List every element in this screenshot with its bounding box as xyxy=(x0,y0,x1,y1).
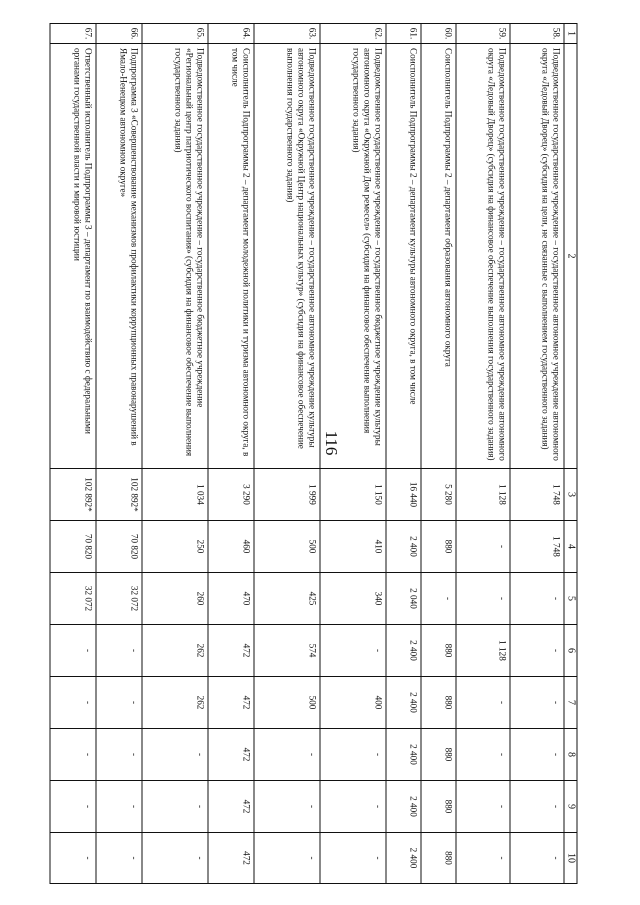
column-header: 10 xyxy=(564,833,577,884)
page-number: 116 xyxy=(322,430,341,456)
value-cell: - xyxy=(254,781,320,833)
column-number-row xyxy=(564,24,577,884)
rotated-table-container xyxy=(63,23,578,883)
value-cell: - xyxy=(50,729,96,781)
value-cell: - xyxy=(456,521,510,573)
value-cell: 2 400 xyxy=(386,833,421,884)
value-cell: 102 892* xyxy=(96,469,142,521)
row-description: Соисполнитель Подпрограммы 2 – департамент молодежной политики и туризма автономного округа, в том числе xyxy=(208,44,254,469)
value-cell: 470 xyxy=(208,573,254,625)
value-cell: - xyxy=(320,781,386,833)
value-cell: 472 xyxy=(208,781,254,833)
value-cell: - xyxy=(96,833,142,884)
value-cell: - xyxy=(50,625,96,677)
row-description: Подведомственное государственное учреждение – государственное автономное учреждение культуры автономного округа «Окружной Центр национальных культур» (субсидия на финансовое обеспечение выполнения государственного задания) xyxy=(254,44,320,469)
column-header: 3 xyxy=(564,469,577,521)
value-cell: - xyxy=(254,729,320,781)
value-cell: - xyxy=(456,833,510,884)
value-cell: - xyxy=(510,625,564,677)
value-cell: 500 xyxy=(254,521,320,573)
value-cell: 425 xyxy=(254,573,320,625)
value-cell: 1 034 xyxy=(142,469,208,521)
value-cell: 880 xyxy=(421,833,456,884)
value-cell: 472 xyxy=(208,677,254,729)
value-cell: 880 xyxy=(421,625,456,677)
value-cell: 460 xyxy=(208,521,254,573)
value-cell: 574 xyxy=(254,625,320,677)
row-number: 60. xyxy=(421,24,456,44)
table-row xyxy=(456,24,510,884)
value-cell: 880 xyxy=(421,521,456,573)
value-cell: 1 150 xyxy=(320,469,386,521)
value-cell: 880 xyxy=(421,677,456,729)
value-cell: - xyxy=(96,625,142,677)
table-row xyxy=(50,24,96,884)
value-cell: - xyxy=(456,729,510,781)
table-row xyxy=(254,24,320,884)
value-cell: - xyxy=(320,729,386,781)
value-cell: 3 290 xyxy=(208,469,254,521)
value-cell: - xyxy=(510,729,564,781)
value-cell: 472 xyxy=(208,625,254,677)
value-cell: - xyxy=(142,781,208,833)
value-cell: - xyxy=(456,573,510,625)
column-header: 5 xyxy=(564,573,577,625)
row-description: Подведомственное государственное учреждение – государственное бюджетное учреждение «Региональный центр патриотического воспитания» (субсидия на финансовое обеспечение выполнения государственного задания) xyxy=(142,44,208,469)
value-cell: - xyxy=(50,833,96,884)
value-cell: 2 400 xyxy=(386,625,421,677)
row-number: 61. xyxy=(386,24,421,44)
value-cell: 32 072 xyxy=(50,573,96,625)
value-cell: 262 xyxy=(142,625,208,677)
value-cell: 1 999 xyxy=(254,469,320,521)
value-cell: - xyxy=(456,781,510,833)
value-cell: 262 xyxy=(142,677,208,729)
column-header: 2 xyxy=(564,44,577,469)
value-cell: 880 xyxy=(421,729,456,781)
value-cell: 1 748 xyxy=(510,469,564,521)
value-cell: - xyxy=(96,677,142,729)
value-cell: - xyxy=(142,833,208,884)
value-cell: - xyxy=(50,781,96,833)
value-cell: - xyxy=(50,677,96,729)
value-cell: 500 xyxy=(254,677,320,729)
value-cell: 16 440 xyxy=(386,469,421,521)
value-cell: 2 400 xyxy=(386,677,421,729)
table-row xyxy=(510,24,564,884)
row-number: 64. xyxy=(208,24,254,44)
value-cell: 260 xyxy=(142,573,208,625)
value-cell: 400 xyxy=(320,677,386,729)
value-cell: 1 748 xyxy=(510,521,564,573)
value-cell: 880 xyxy=(421,781,456,833)
value-cell: 340 xyxy=(320,573,386,625)
row-description: Подведомственное государственное учреждение – государственное бюджетное учреждение культуры автономного округа «Окружной Дом ремесел» (субсидия на финансовое обеспечение выполнения государственного задания) xyxy=(320,44,386,469)
value-cell: 1 128 xyxy=(456,469,510,521)
row-description: Подведомственное государственное учреждение – государственное автономное учреждение автономного округа «Ледовый Дворец» (субсидия на цели, не связанные с выполнением государственного задания) xyxy=(510,44,564,469)
row-number: 58. xyxy=(510,24,564,44)
column-header: 6 xyxy=(564,625,577,677)
row-number: 66. xyxy=(96,24,142,44)
row-description: Ответственный исполнитель Подпрограммы 3 – департамент по взаимодействию с федеральными органами государственной власти и мировой юстиции xyxy=(50,44,96,469)
value-cell: 2 400 xyxy=(386,781,421,833)
table-row xyxy=(208,24,254,884)
row-description: Подведомственное государственное учреждение – государственное автономное учреждение автономного округа «Ледовый Дворец» (субсидия на финансовое обеспечение выполнения государственного задания) xyxy=(456,44,510,469)
row-number: 59. xyxy=(456,24,510,44)
column-header: 9 xyxy=(564,781,577,833)
row-description: Соисполнитель Подпрограммы 2 – департамент культуры автономного округа, в том числе xyxy=(386,44,421,469)
column-header: 4 xyxy=(564,521,577,573)
column-header: 7 xyxy=(564,677,577,729)
value-cell: 472 xyxy=(208,833,254,884)
row-description: Соисполнитель Подпрограммы 2 – департамент образования автономного округа xyxy=(421,44,456,469)
table-row xyxy=(386,24,421,884)
value-cell: - xyxy=(510,781,564,833)
value-cell: 2 400 xyxy=(386,729,421,781)
value-cell: 70 820 xyxy=(96,521,142,573)
value-cell: 1 128 xyxy=(456,625,510,677)
table-row xyxy=(421,24,456,884)
value-cell: 70 820 xyxy=(50,521,96,573)
column-header: 1 xyxy=(564,24,577,44)
row-number: 62. xyxy=(320,24,386,44)
budget-table xyxy=(50,23,578,884)
value-cell: 250 xyxy=(142,521,208,573)
value-cell: 472 xyxy=(208,729,254,781)
value-cell: 2 040 xyxy=(386,573,421,625)
value-cell: - xyxy=(254,833,320,884)
value-cell: 410 xyxy=(320,521,386,573)
value-cell: 32 072 xyxy=(96,573,142,625)
table-row xyxy=(96,24,142,884)
value-cell: - xyxy=(510,573,564,625)
row-description: Подпрограмма 3 «Совершенствование механизмов профилактики коррупционных правонарушений в Ямало-Ненецком автономном округе» xyxy=(96,44,142,469)
row-number: 63. xyxy=(254,24,320,44)
value-cell: 5 280 xyxy=(421,469,456,521)
value-cell: - xyxy=(142,729,208,781)
column-header: 8 xyxy=(564,729,577,781)
value-cell: - xyxy=(510,677,564,729)
value-cell: - xyxy=(96,781,142,833)
value-cell: - xyxy=(320,833,386,884)
row-number: 67. xyxy=(50,24,96,44)
value-cell: - xyxy=(421,573,456,625)
table-row xyxy=(142,24,208,884)
value-cell: - xyxy=(510,833,564,884)
row-number: 65. xyxy=(142,24,208,44)
value-cell: - xyxy=(320,625,386,677)
value-cell: 102 892* xyxy=(50,469,96,521)
value-cell: - xyxy=(456,677,510,729)
value-cell: 2 400 xyxy=(386,521,421,573)
table-row xyxy=(320,24,386,884)
value-cell: - xyxy=(96,729,142,781)
